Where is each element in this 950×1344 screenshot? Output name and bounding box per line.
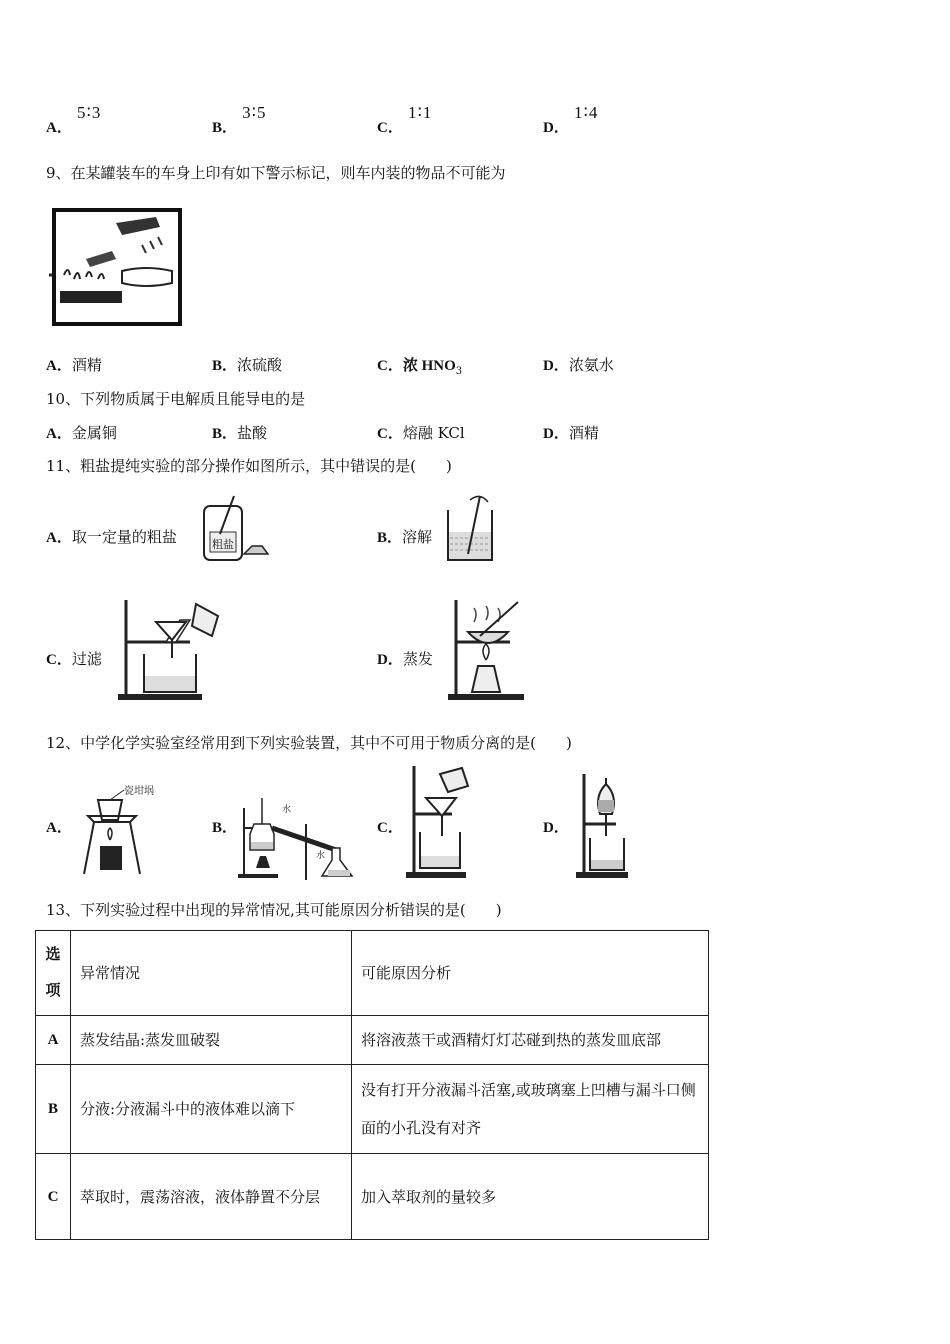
- q9-option-a: A．酒精: [46, 356, 102, 374]
- filtration-apparatus-figure: [404, 764, 472, 880]
- evaporation-figure: [446, 598, 528, 702]
- q13-stem: 13、下列实验过程中出现的异常情况,其可能原因分析错误的是( ): [46, 901, 502, 919]
- q12-option-a: A．: [46, 820, 72, 836]
- table-row: A 蒸发结晶:蒸发皿破裂 将溶液蒸干或酒精灯灯芯碰到热的蒸发皿底部: [36, 1016, 709, 1065]
- q9-stem: 9、在某罐装车的车身上印有如下警示标记，则车内装的物品不可能为: [46, 164, 506, 182]
- q12-option-b: B．: [212, 820, 238, 836]
- table-row: B 分液:分液漏斗中的液体难以滴下 没有打开分液漏斗活塞,或玻璃塞上凹槽与漏斗口侧面的小孔没有对齐: [36, 1065, 709, 1154]
- q12-option-d: D．: [543, 820, 569, 836]
- q12-option-c: C．: [377, 820, 403, 836]
- q8-option-c: C． 1∶1: [377, 103, 433, 136]
- filtration-figure: [114, 598, 224, 702]
- crucible-heating-figure: [80, 782, 160, 878]
- q10-option-c: C．熔融 KCl: [377, 424, 465, 442]
- q10-option-b: B．盐酸: [212, 424, 268, 442]
- crucible-label: 瓷坩埚: [124, 786, 154, 797]
- table-row: C 萃取时，震荡溶液，液体静置不分层 加入萃取剂的量较多: [36, 1154, 709, 1240]
- water-out-label: 水: [316, 851, 326, 861]
- q9-option-c: C．浓 $HNO_3$: [377, 358, 463, 377]
- q11-option-a: A．取一定量的粗盐: [46, 528, 177, 546]
- dissolving-beaker-figure: [440, 492, 500, 564]
- table-header-row: [36, 931, 709, 1016]
- q11-option-d: D．蒸发: [377, 650, 433, 668]
- q11-option-c: C．过滤: [46, 650, 102, 668]
- q10-option-a: A．金属铜: [46, 424, 117, 442]
- header-option: 选 项: [36, 931, 71, 1016]
- q8-option-b: B． 3∶5: [212, 103, 267, 136]
- salt-jar-figure: [196, 492, 272, 564]
- q12-stem: 12、中学化学实验室经常用到下列实验装置，其中不可用于物质分离的是( ): [46, 734, 572, 752]
- q13-table: [35, 930, 709, 1240]
- water-in-label: 水: [282, 805, 292, 815]
- q10-option-d: D．酒精: [543, 424, 599, 442]
- separatory-funnel-figure: [574, 772, 630, 880]
- q8-option-d: D． 1∶4: [543, 103, 599, 136]
- salt-jar-label: 粗盐: [212, 538, 234, 551]
- q8-option-a: A． 5∶3: [46, 103, 102, 136]
- q11-stem: 11、粗盐提纯实验的部分操作如图所示，其中错误的是( ): [46, 457, 452, 475]
- q11-option-b: B．溶解: [377, 528, 433, 546]
- corrosive-warning-sign: [46, 205, 186, 330]
- header-situation: 异常情况: [71, 931, 352, 1016]
- q9-option-d: D．浓氨水: [543, 356, 614, 374]
- distillation-figure: [236, 794, 360, 880]
- q9-option-b: B．浓硫酸: [212, 356, 283, 374]
- q10-stem: 10、下列物质属于电解质且能导电的是: [46, 390, 306, 408]
- header-reason: 可能原因分析: [352, 931, 709, 1016]
